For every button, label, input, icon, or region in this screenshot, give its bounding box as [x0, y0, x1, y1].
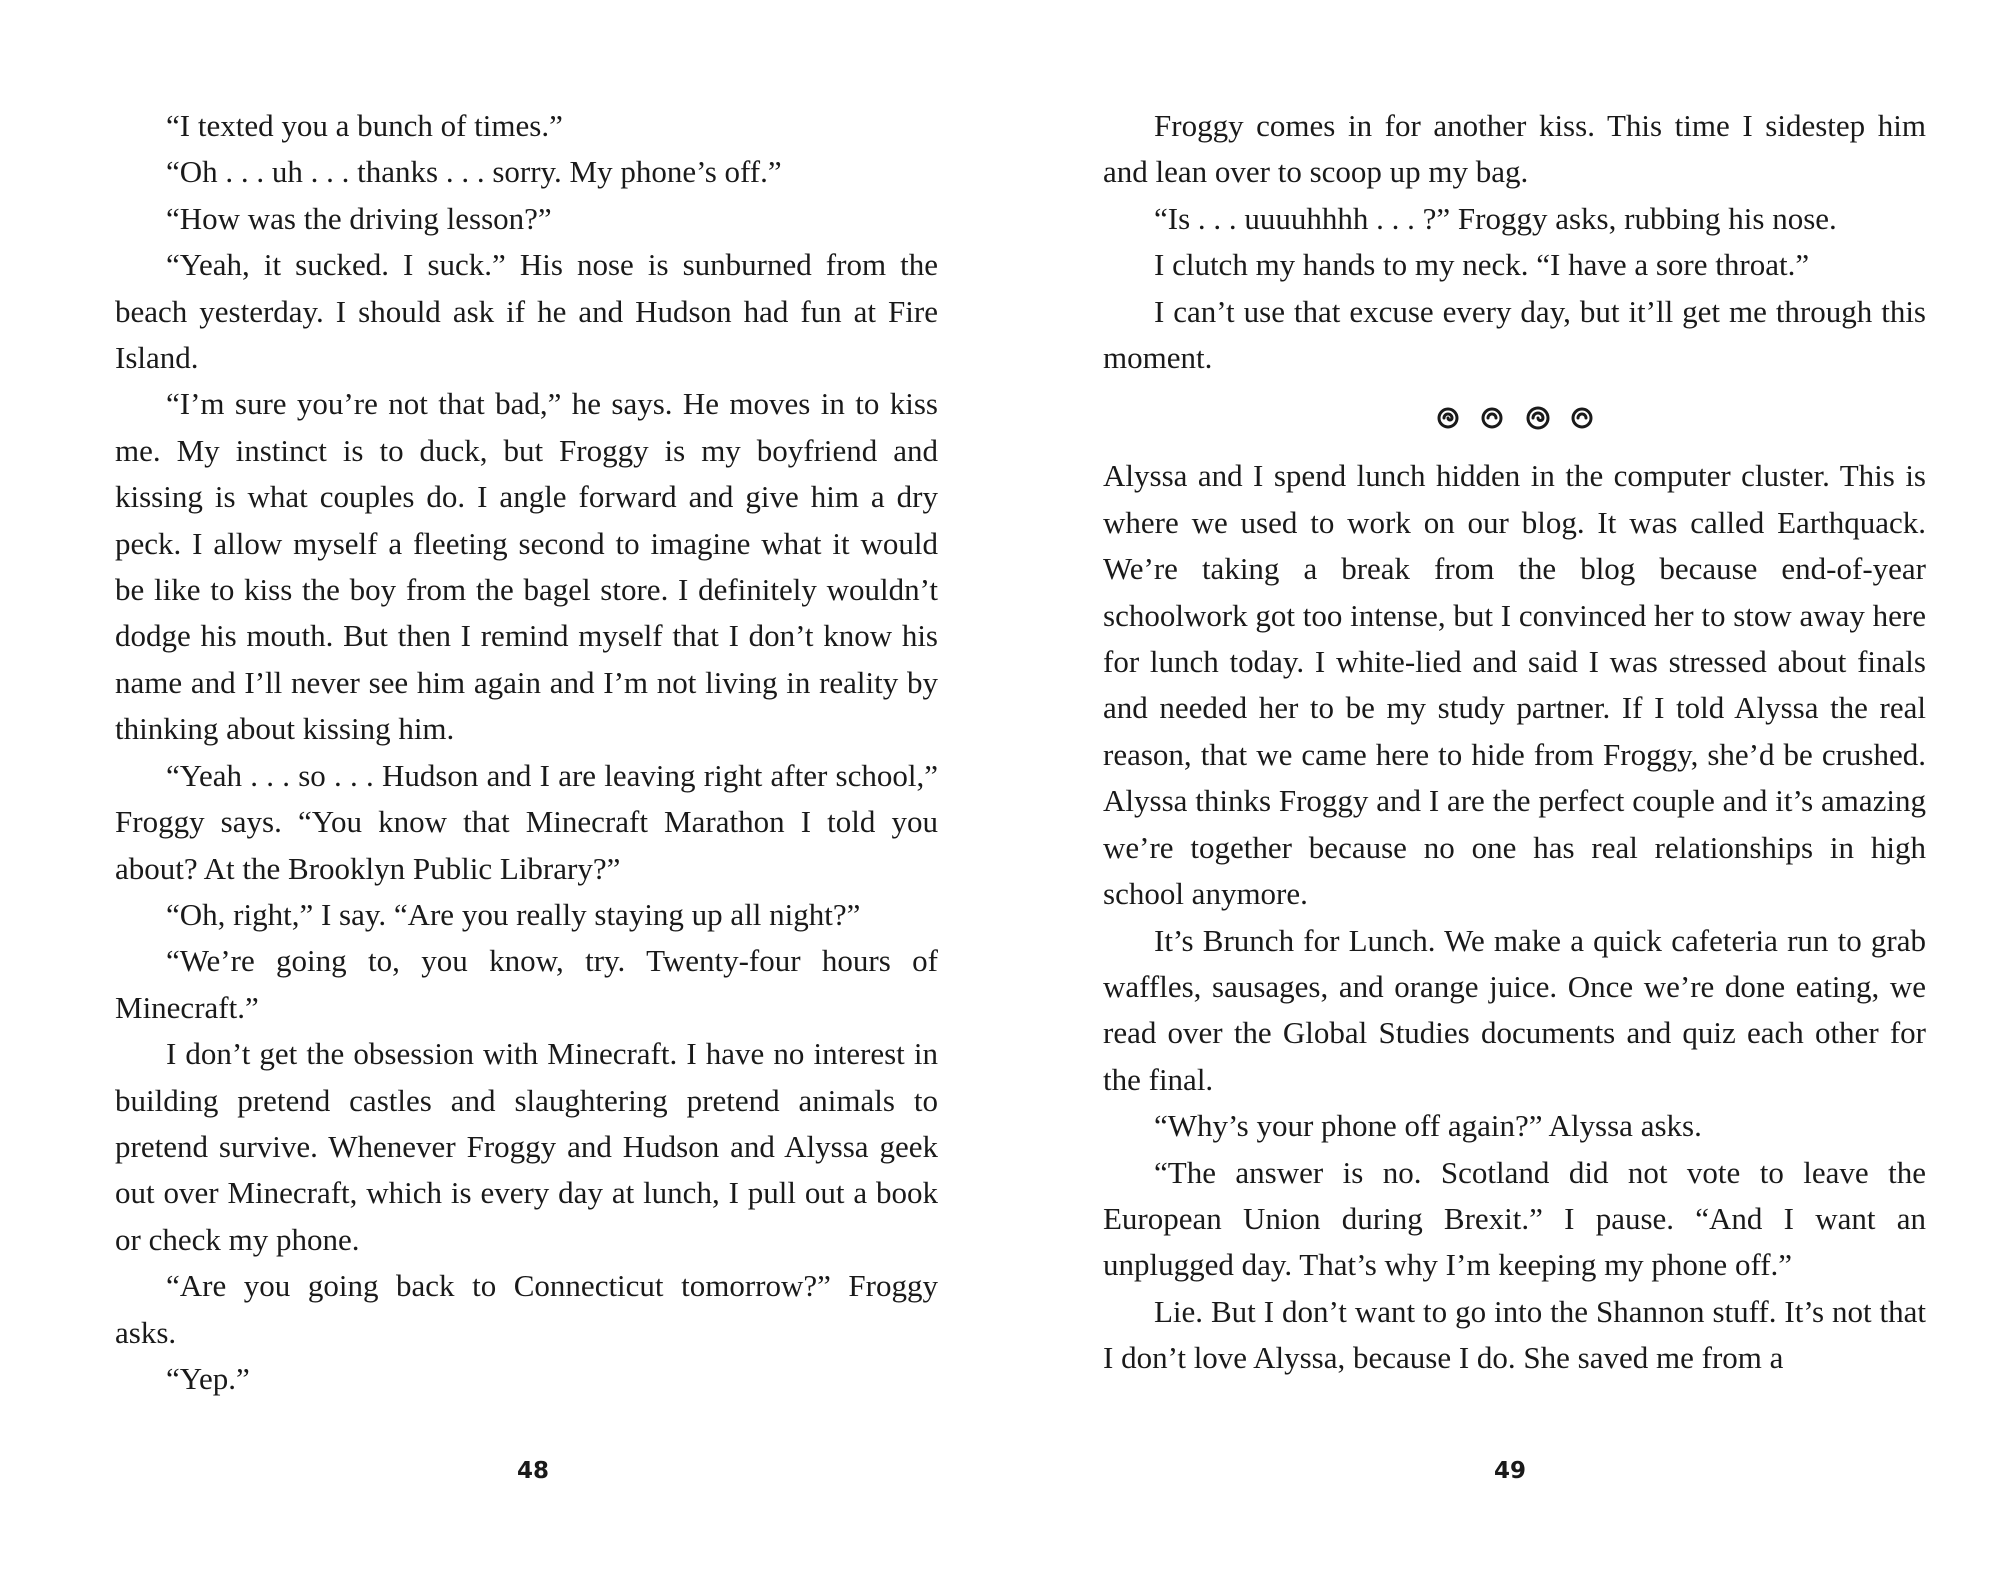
paragraph: “How was the driving lesson?”	[166, 200, 552, 236]
paragraph: “Yeah, it sucked. I suck.” His nose is sunburned from the beach yesterday. I should ask if he and Hudson had fun at Fire Island.	[115, 247, 938, 376]
right-page-text	[1103, 103, 1926, 1382]
left-page-text	[115, 103, 938, 1402]
paragraph: “Are you going back to Connecticut tomorrow?” Froggy asks.	[115, 1268, 938, 1350]
paragraph: “Is . . . uuuuhhhh . . . ?” Froggy asks, rubbing his nose.	[1154, 200, 1837, 236]
paragraph: I can’t use that excuse every day, but it’ll get me through this moment.	[1103, 293, 1926, 376]
paragraph: “The answer is no. Scotland did not vote to leave the European Union during Brexit.” I pause. “And I want an unplugged day. That’s why I’m keeping my phone off.”	[1103, 1154, 1926, 1283]
paragraph: Froggy comes in for another kiss. This time I sidestep him and lean over to scoop up my bag.	[1103, 108, 1926, 190]
paragraph: “I texted you a bunch of times.”	[166, 108, 563, 143]
paragraph: Lie. But I don’t want to go into the Shannon stuff. It’s not that I don’t love Alyssa, because I do. She saved me from a	[1103, 1293, 1926, 1376]
page-number: 48	[516, 1458, 549, 1484]
paragraph: “Yeah . . . so . . . Hudson and I are leaving right after school,” Froggy says. “You know that Minecraft Marathon I told you about? At the Brooklyn Public Library?”	[115, 757, 938, 886]
right-page	[1000, 0, 2000, 1579]
swirl-ornament-icon	[1430, 403, 1600, 433]
section-break-ornament	[1103, 387, 1926, 443]
paragraph: “Yep.”	[166, 1360, 250, 1396]
paragraph: “Why’s your phone off again?” Alyssa asks.	[1154, 1108, 1702, 1144]
paragraph: “We’re going to, you know, try. Twenty-four hours of Minecraft.”	[115, 943, 938, 1025]
paragraph: “I’m sure you’re not that bad,” he says. He moves in to kiss me. My instinct is to duck, but Froggy is my boyfriend and kissing is what couples do. I angle forward and give him a dry peck. I allow myself a fleeting second to imagine what it would be like to kiss the boy from the bagel store. I definitely wouldn’t dodge his mouth. But then I remind myself that I don’t know his name and I’ll never see him again and I’m not living in reality by thinking about kissing him.	[115, 386, 938, 747]
paragraph: I clutch my hands to my neck. “I have a sore throat.”	[1154, 247, 1810, 283]
paragraph: Alyssa and I spend lunch hidden in the computer cluster. This is where we used to work on our blog. It was called Earthquack. We’re taking a break from the blog because end-of-year schoolwork got too intense, but I convinced her to stow away here for lunch today. I white-lied and said I was stressed about finals and needed her to be my study partner. If I told Alyssa the real reason, that we came here to hide from Froggy, she’d be crushed. Alyssa thinks Froggy and I are the perfect couple and it’s amazing we’re together because no one has real relationships in high school anymore.	[1103, 458, 1927, 912]
paragraph: I don’t get the obsession with Minecraft. I have no interest in building pretend castles and slaughtering pretend animals to pretend survive. Whenever Froggy and Hudson and Alyssa geek out over Minecraft, which is every day at lunch, I pull out a book or check my phone.	[115, 1036, 938, 1257]
paragraph: “Oh, right,” I say. “Are you really staying up all night?”	[166, 896, 861, 932]
page-number: 49	[1493, 1458, 1526, 1484]
paragraph: “Oh . . . uh . . . thanks . . . sorry. My phone’s off.”	[166, 154, 782, 190]
paragraph: It’s Brunch for Lunch. We make a quick cafeteria run to grab waffles, sausages, and orange juice. Once we’re done eating, we read over the Global Studies documents and quiz each other for the final.	[1103, 922, 1926, 1097]
